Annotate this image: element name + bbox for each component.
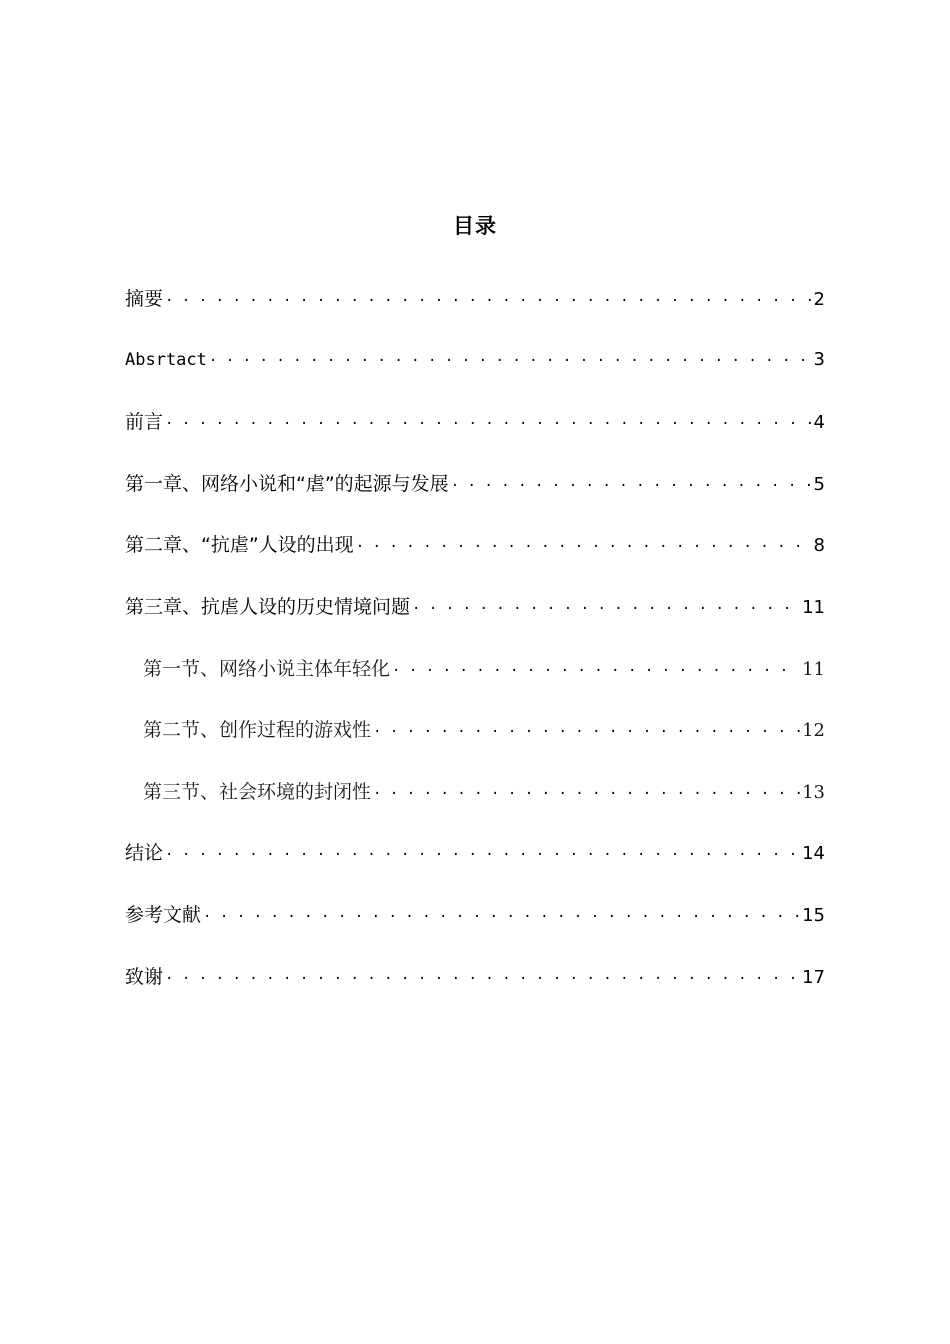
- toc-entry-page: 14: [802, 843, 825, 865]
- toc-entry-chapter-2[interactable]: [125, 530, 825, 592]
- toc-entry-page: 2: [813, 289, 825, 310]
- toc-entry-page: 4: [813, 412, 825, 434]
- toc-entry-references[interactable]: [125, 900, 825, 962]
- toc-entry-label: 第三章、抗虐人设的历史情境问题: [125, 595, 411, 618]
- toc-entry-label: 第二章、“抗虐”人设的出现: [125, 534, 354, 557]
- toc-entry-label: 摘要: [125, 288, 164, 310]
- toc-entry-page: 13: [802, 781, 825, 803]
- toc-entry-page: 3: [813, 348, 825, 370]
- toc-entry-chapter-3[interactable]: [125, 592, 825, 654]
- toc-entry-label: 第二节、创作过程的游戏性: [143, 719, 372, 742]
- toc-entry-section-3-2[interactable]: [125, 715, 825, 777]
- toc-entry-label: 第三节、社会环境的封闭性: [143, 780, 372, 803]
- toc-dot-leader: [165, 286, 812, 305]
- toc-dot-leader: [373, 779, 800, 798]
- toc-entry-label: 致谢: [125, 965, 164, 988]
- toc-entry-acknowledgements[interactable]: [125, 962, 825, 1024]
- toc-entry-abstract-en[interactable]: [125, 346, 825, 408]
- toc-entry-section-3-3[interactable]: [125, 777, 825, 839]
- toc-list: [125, 284, 825, 1023]
- toc-entry-conclusion[interactable]: [125, 838, 825, 900]
- toc-dot-leader: [165, 964, 800, 983]
- toc-entry-label: 第一节、网络小说主体年轻化: [143, 657, 391, 680]
- toc-entry-page: 11: [802, 596, 825, 618]
- toc-entry-label: Absrtact: [125, 349, 207, 370]
- toc-dot-leader: [165, 409, 812, 428]
- toc-entry-page: 5: [813, 473, 825, 495]
- toc-dot-leader: [356, 532, 812, 551]
- toc-entry-label: 结论: [125, 842, 164, 865]
- toc-entry-label: 参考文献: [125, 903, 202, 926]
- toc-dot-leader: [392, 656, 800, 675]
- toc-entry-abstract-cn[interactable]: [125, 284, 825, 346]
- toc-entry-chapter-1[interactable]: [125, 469, 825, 531]
- toc-dot-leader: [165, 840, 800, 859]
- toc-entry-page: 17: [802, 966, 825, 988]
- toc-entry-page: 11: [802, 658, 825, 680]
- toc-dot-leader: [203, 902, 800, 921]
- toc-entry-section-3-1[interactable]: [125, 654, 825, 716]
- toc-dot-leader: [373, 717, 800, 736]
- toc-entry-page: 12: [802, 720, 825, 742]
- toc-entry-preface[interactable]: [125, 407, 825, 469]
- toc-dot-leader: [412, 594, 800, 613]
- toc-entry-label: 第一章、网络小说和“虐”的起源与发展: [125, 472, 449, 495]
- toc-entry-page: 15: [802, 904, 825, 926]
- toc-dot-leader: [209, 346, 812, 365]
- toc-dot-leader: [451, 471, 812, 490]
- toc-entry-label: 前言: [125, 411, 164, 434]
- toc-title: 目录: [453, 214, 497, 238]
- toc-entry-page: 8: [813, 535, 825, 557]
